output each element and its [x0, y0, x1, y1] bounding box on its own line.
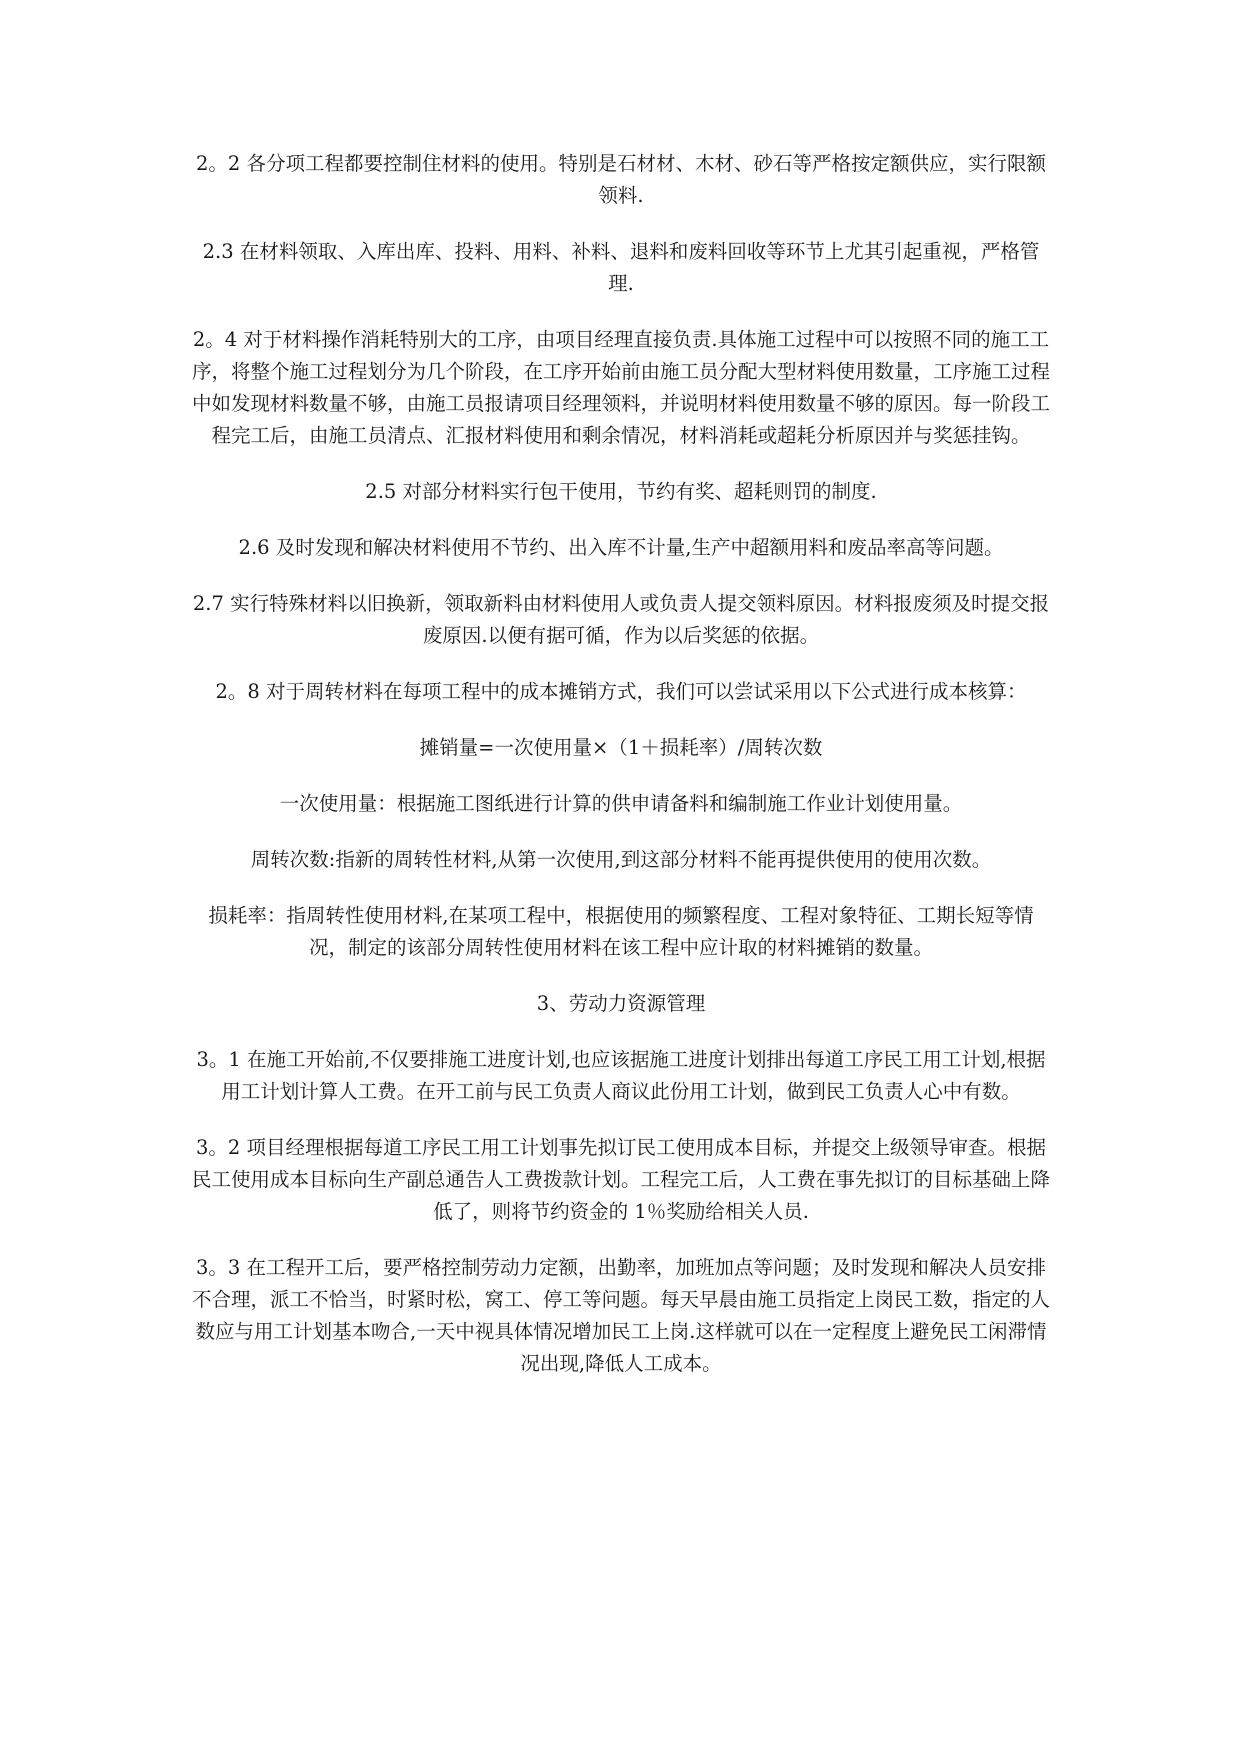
paragraph-2-2: 2。2 各分项工程都要控制住材料的使用。特别是石材材、木材、砂石等严格按定额供应，实行限额领料. — [195, 152, 1046, 207]
definition-loss-rate: 损耗率：指周转性使用材料,在某项工程中，根据使用的频繁程度、工程对象特征、工期长短等情况，制定的该部分周转性使用材料在该工程中应计取的材料摊销的数量。 — [208, 904, 1034, 959]
paragraph-2-3: 2.3 在材料领取、入库出库、投料、用料、补料、退料和废料回收等环节上尤其引起重视，严格管理. — [202, 240, 1040, 295]
paragraph-2-7: 2.7 实行特殊材料以旧换新，领取新料由材料使用人或负责人提交领料原因。材料报废须及时提交报废原因.以便有据可循，作为以后奖惩的依据。 — [192, 592, 1050, 647]
paragraph-3-1: 3。1 在施工开始前,不仅要排施工进度计划,也应该据施工进度计划排出每道工序民工用工计划,根据用工计划计算人工费。在开工前与民工负责人商议此份用工计划，做到民工负责人心中有数。 — [196, 1048, 1046, 1103]
paragraph-3-2: 3。2 项目经理根据每道工序民工用工计划事先拟订民工使用成本目标，并提交上级领导审查。根据民工使用成本目标向生产副总通告人工费拨款计划。工程完工后，人工费在事先拟订的目标基础上降低了，则将节约资金的 1％奖励给相关人员. — [191, 1136, 1050, 1223]
definition-turnover-count: 周转次数:指新的周转性材料,从第一次使用,到这部分材料不能再提供使用的使用次数。 — [250, 848, 992, 871]
definition-single-use: 一次使用量：根据施工图纸进行计算的供申请备料和编制施工作业计划使用量。 — [279, 792, 963, 815]
paragraph-2-4: 2。4 对于材料操作消耗特别大的工序，由项目经理直接负责.具体施工过程中可以按照不同的施工工序，将整个施工过程划分为几个阶段，在工序开始前由施工员分配大型材料使用数量，工序施工过程中如发现材料数量不够，由施工员报请项目经理领料，并说明材料使用数量不够的原因。每一阶段工程完工后，由施工员清点、汇报材料使用和剩余情况，材料消耗或超耗分析原因并与奖惩挂钩。 — [191, 328, 1050, 447]
formula-amortization: 摊销量=一次使用量×（1＋损耗率）/周转次数 — [419, 736, 823, 759]
paragraph-2-5: 2.5 对部分材料实行包干使用，节约有奖、超耗则罚的制度. — [365, 480, 877, 503]
paragraph-2-8: 2。8 对于周转材料在每项工程中的成本摊销方式，我们可以尝试采用以下公式进行成本核算： — [215, 680, 1027, 703]
paragraph-2-6: 2.6 及时发现和解决材料使用不节约、出入库不计量,生产中超额用料和废品率高等问题。 — [238, 536, 1004, 559]
section-heading-labor: 3、劳动力资源管理 — [536, 992, 706, 1015]
document-body — [190, 148, 1052, 1404]
paragraph-3-3: 3。3 在工程开工后，要严格控制劳动力定额，出勤率，加班加点等问题；及时发现和解决人员安排不合理，派工不恰当，时紧时松，窝工、停工等问题。每天早晨由施工员指定上岗民工数，指定的人数应与用工计划基本吻合,一天中视具体情况增加民工上岗.这样就可以在一定程度上避免民工闲滞情况出现,降低人工成本。 — [191, 1256, 1050, 1375]
